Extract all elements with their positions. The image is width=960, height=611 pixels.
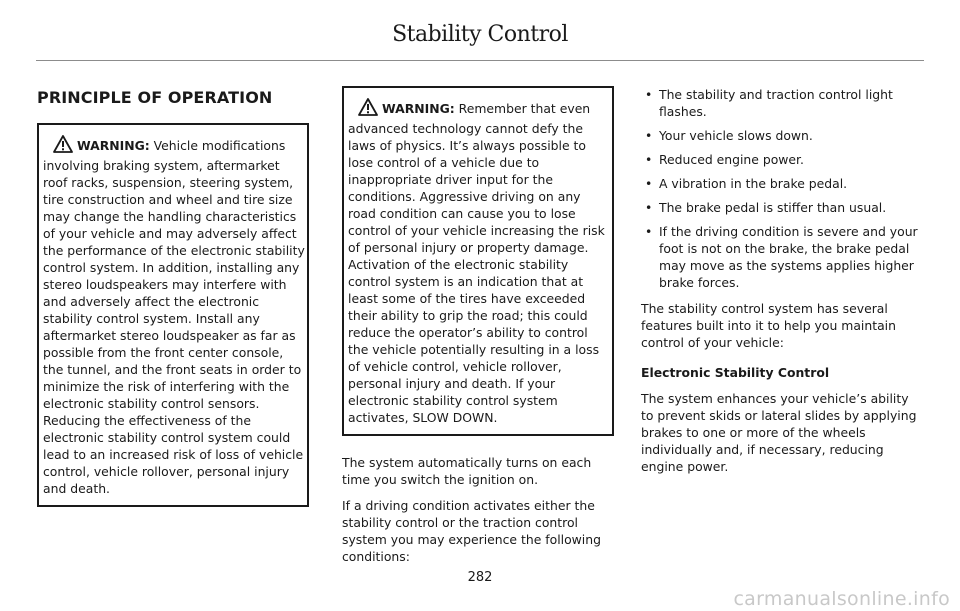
list-item: • A vibration in the brake pedal. bbox=[641, 175, 923, 192]
list-item: • If the driving condition is severe and your foot is not on the brake, the brake pedal may move as the systems applies higher brake forces. bbox=[641, 223, 923, 291]
column-right bbox=[641, 86, 923, 484]
paragraph-auto-on: The system automatically turns on each time you switch the ignition on. bbox=[342, 455, 592, 487]
list-item: • Reduced engine power. bbox=[641, 151, 923, 168]
page-number: 282 bbox=[467, 570, 493, 585]
warning-label: WARNING: bbox=[77, 138, 150, 153]
subheading-esc: Electronic Stability Control bbox=[641, 365, 830, 380]
section-heading: PRINCIPLE OF OPERATION bbox=[37, 88, 273, 107]
warning-text: Remember that even advanced technology cannot defy the laws of physics. It’s always possible to lose control of a vehicle due to inappropriate driver input for the conditions. Aggressive driving on any road condition can cause you to lose control of your vehicle increasing the risk of personal injury or property damage. Activation of the electronic stability control system is an indication that at least some of the tires have exceeded their ability to grip the road; this could reduce the operator’s ability to control the vehicle potentially resulting in a loss of vehicle control, vehicle rollover, personal injury and death. If your electronic stability control system activates, SLOW DOWN. bbox=[348, 101, 605, 425]
paragraph-features: The stability control system has several features built into it to help you maintain control of your vehicle: bbox=[641, 301, 896, 350]
warning-label: WARNING: bbox=[382, 101, 455, 116]
list-item: • The stability and traction control light flashes. bbox=[641, 86, 923, 120]
paragraph-esc-description: The system enhances your vehicle’s ability to prevent skids or lateral slides by applying brakes to one or more of the wheels individually and, if necessary, reducing engine power. bbox=[641, 391, 917, 474]
paragraph-conditions-intro: If a driving condition activates either the stability control or the traction control system you may experience the following conditions: bbox=[342, 498, 601, 564]
warning-box-modifications bbox=[37, 123, 309, 507]
warning-box-physics bbox=[342, 86, 614, 436]
page-title: Stability Control bbox=[392, 22, 568, 47]
conditions-list bbox=[641, 86, 923, 291]
list-item: • The brake pedal is stiffer than usual. bbox=[641, 199, 923, 216]
column-left bbox=[37, 86, 309, 507]
watermark: carmanualsonline.info bbox=[733, 588, 950, 610]
column-middle bbox=[342, 86, 614, 574]
warning-triangle-icon bbox=[53, 135, 73, 157]
warning-triangle-icon bbox=[358, 98, 378, 120]
list-item: • Your vehicle slows down. bbox=[641, 127, 923, 144]
header-divider bbox=[36, 60, 924, 61]
warning-text: Vehicle modifications involving braking system, aftermarket roof racks, suspension, steering system, tire construction and wheel and tire size may change the handling characteristics of your vehicle and may adversely affect the performance of the electronic stability control system. In addition, installing any stereo loudspeakers may interfere with and adversely affect the electronic stability control system. Install any aftermarket stereo loudspeaker as far as possible from the front center console, the tunnel, and the front seats in order to minimize the risk of interfering with the electronic stability control sensors. Reducing the effectiveness of the electronic stability control system could lead to an increased risk of loss of vehicle control, vehicle rollover, personal injury and death. bbox=[43, 138, 305, 496]
